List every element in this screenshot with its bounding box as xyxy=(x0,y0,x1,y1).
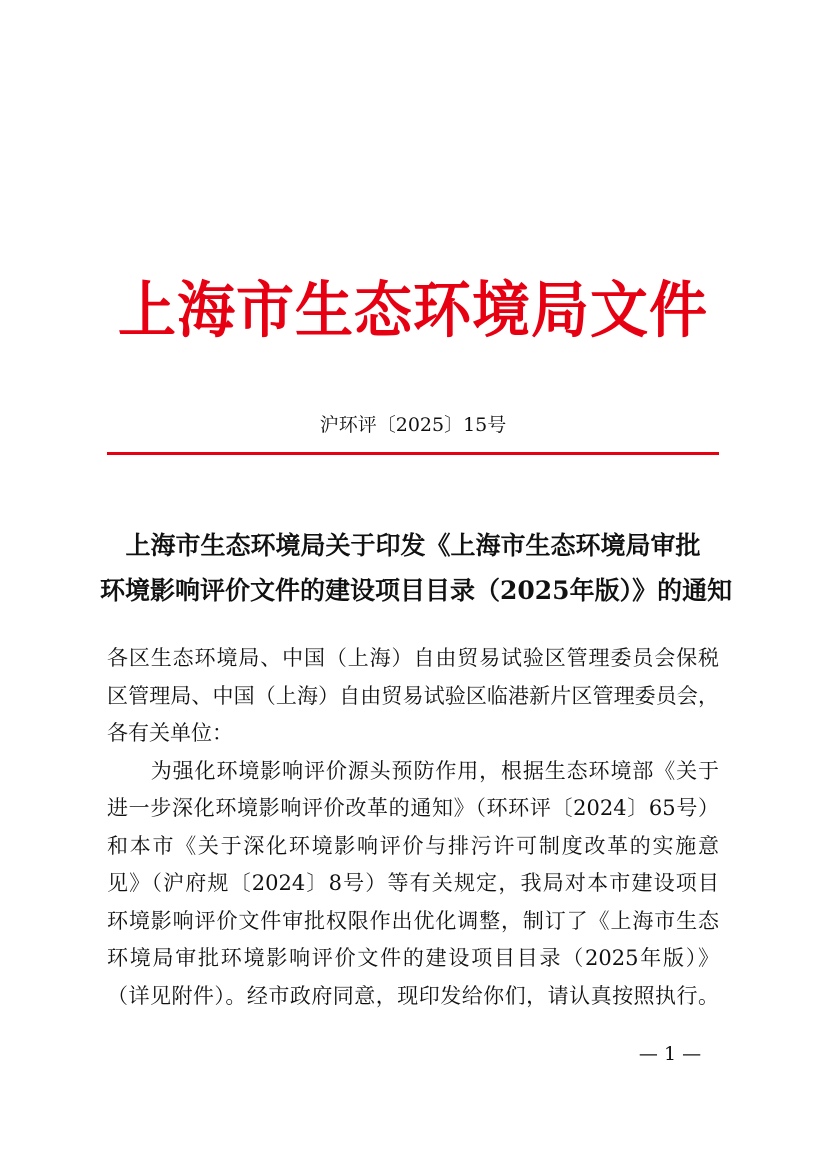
body-line: 为强化环境影响评价源头预防作用，根据生态环境部《关于 xyxy=(107,758,719,783)
body-line: 各区生态环境局、中国（上海）自由贸易试验区管理委员会保税 xyxy=(107,646,719,670)
body-line: 环境影响评价文件审批权限作出优化调整，制订了《上海市生态 xyxy=(107,908,719,933)
body-line: 进一步深化环境影响评价改革的通知》（环环评〔2024〕65号） xyxy=(107,796,719,820)
body-line: 环境局审批环境影响评价文件的建设项目目录（2025年版）》 xyxy=(107,946,719,970)
notice-title xyxy=(100,523,733,613)
document-number: 沪环评〔2025〕15号 xyxy=(319,414,507,436)
notice-title-line-2: 环境影响评价文件的建设项目目录（2025年版）》的通知 xyxy=(100,576,733,605)
body-line: 区管理局、中国（上海）自由贸易试验区临港新片区管理委员会， xyxy=(107,683,719,708)
body-line: 和本市《关于深化环境影响评价与排污许可制度改革的实施意 xyxy=(107,833,719,858)
page-number: — 1 — xyxy=(638,1043,702,1065)
issuing-authority-header: 上海市生态环境局文件 xyxy=(117,274,708,346)
notice-title-line-1: 上海市生态环境局关于印发《上海市生态环境局审批 xyxy=(125,531,701,560)
body-line: 见》（沪府规〔2024〕8号）等有关规定，我局对本市建设项目 xyxy=(107,871,719,895)
red-divider-line xyxy=(107,452,719,455)
notice-body xyxy=(107,640,719,1015)
body-line: 各有关单位： xyxy=(107,721,233,745)
body-line: （详见附件）。经市政府同意，现印发给你们，请认真按照执行。 xyxy=(107,983,719,1008)
